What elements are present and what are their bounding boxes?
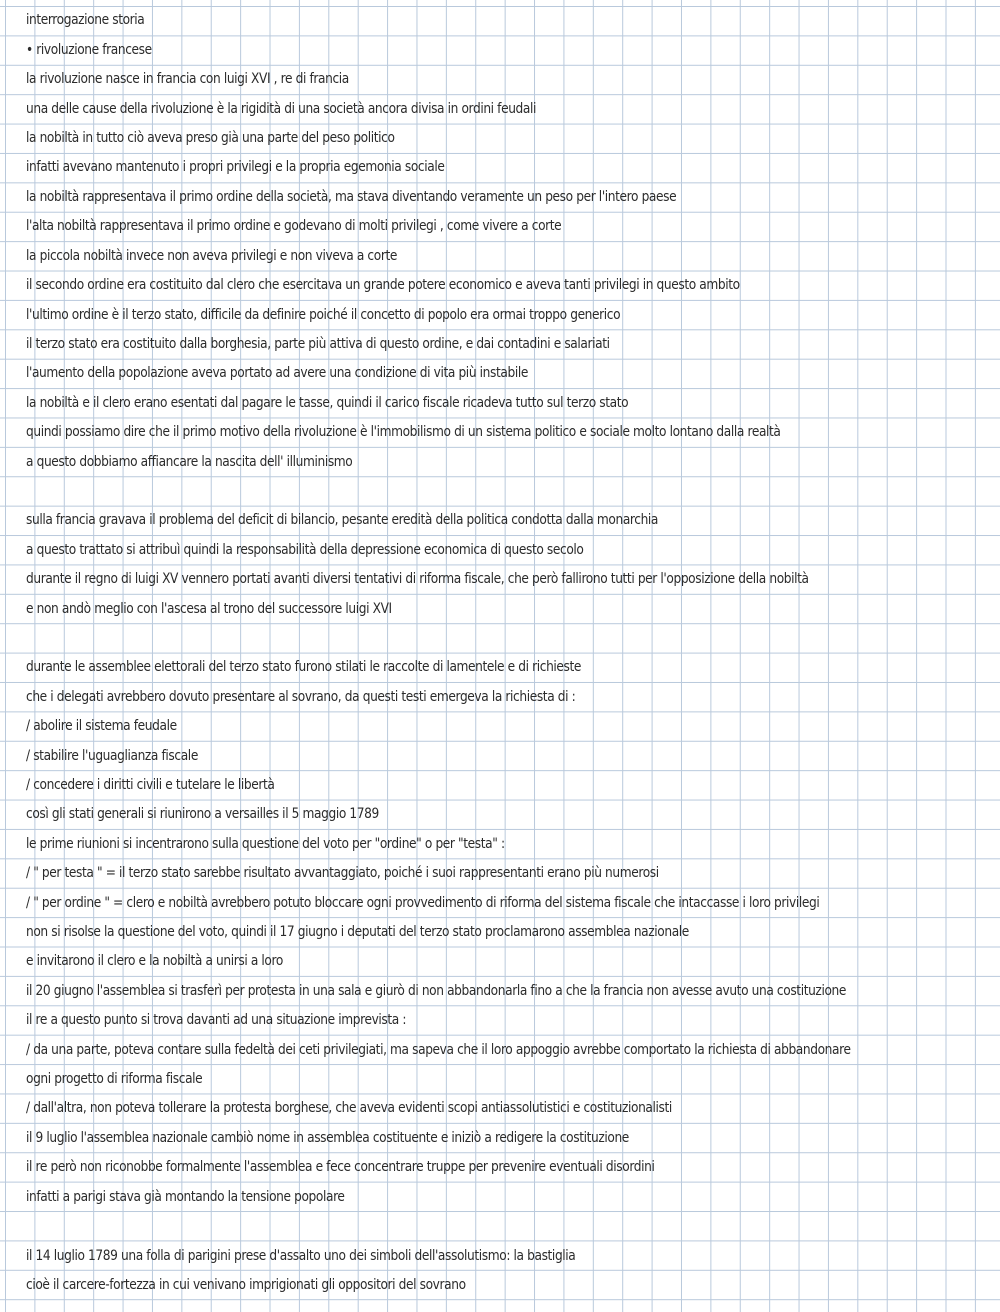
- text-line: sulla francia gravava il problema del deficit di bilancio, pesante eredità della politica condotta dalla monarchia: [26, 512, 659, 528]
- text-line: interrogazione storia: [26, 12, 145, 28]
- text-line: / dall'altra, non poteva tollerare la protesta borghese, che aveva evidenti scopi antiassolutistici e costituzionalisti: [26, 1100, 672, 1116]
- text-line: il re però non riconobbe formalmente l'assemblea e fece concentrare truppe per prevenire eventuali disordini: [26, 1159, 655, 1175]
- text-line: la nobiltà e il clero erano esentati dal pagare le tasse, quindi il carico fiscale ricadeva tutto sul terzo stato: [26, 395, 629, 411]
- text-line: / abolire il sistema feudale: [26, 718, 177, 734]
- text-line: una delle cause della rivoluzione è la rigidità di una società ancora divisa in ordini feudali: [26, 101, 537, 117]
- text-line: così gli stati generali si riunirono a versailles il 5 maggio 1789: [26, 806, 379, 822]
- text-line: l'ultimo ordine è il terzo stato, difficile da definire poiché il concetto di popolo era ormai troppo generico: [26, 307, 621, 323]
- text-line: e invitarono il clero e la nobiltà a unirsi a loro: [26, 953, 283, 969]
- text-line: la nobiltà rappresentava il primo ordine della società, ma stava diventando veramente un peso per l'intero paese: [26, 189, 677, 205]
- text-line: il re a questo punto si trova davanti ad una situazione imprevista :: [26, 1012, 407, 1028]
- text-line: / da una parte, poteva contare sulla fedeltà dei ceti privilegiati, ma sapeva che il loro appoggio avrebbe comportato la richiesta di abbandonare: [26, 1042, 851, 1058]
- text-line: la piccola nobiltà invece non aveva privilegi e non viveva a corte: [26, 248, 397, 264]
- text-line: il terzo stato era costituito dalla borghesia, parte più attiva di questo ordine, e dai contadini e salariati: [26, 336, 610, 352]
- text-line: / " per testa " = il terzo stato sarebbe risultato avvantaggiato, poiché i suoi rappresentanti erano più numerosi: [26, 865, 659, 881]
- text-line: [26, 625, 857, 651]
- text-line: infatti avevano mantenuto i propri privilegi e la propria egemonia sociale: [26, 159, 445, 175]
- text-line: che i delegati avrebbero dovuto presentare al sovrano, da questi testi emergeva la richiesta di :: [26, 689, 576, 705]
- text-line: la rivoluzione nasce in francia con luigi XVI , re di francia: [26, 71, 349, 87]
- text-line: / " per ordine " = clero e nobiltà avrebbero potuto bloccare ogni provvedimento di riforma del sistema fiscale che intaccasse i loro privilegi: [26, 895, 820, 911]
- text-line: durante il regno di luigi XV vennero portati avanti diversi tentativi di riforma fiscale, che però fallirono tutti per l'opposizione della nobiltà: [26, 571, 809, 587]
- text-line: infatti a parigi stava già montando la tensione popolare: [26, 1189, 345, 1205]
- text-line: a questo dobbiamo affiancare la nascita dell' illuminismo: [26, 454, 353, 470]
- text-line: il secondo ordine era costituito dal clero che esercitava un grande potere economico e aveva tanti privilegi in questo ambito: [26, 277, 740, 293]
- text-line: l'aumento della popolazione aveva portato ad avere una condizione di vita più instabile: [26, 365, 528, 381]
- text-line: il 14 luglio 1789 una folla di parigini prese d'assalto uno dei simboli dell'assolutismo: la bastiglia: [26, 1248, 576, 1264]
- text-line: il 20 giugno l'assemblea si trasferì per protesta in una sala e giurò di non abbandonarla fino a che la francia non avesse avuto una costituzione: [26, 983, 847, 999]
- text-line: le prime riunioni si incentrarono sulla questione del voto per "ordine" o per "testa" :: [26, 836, 505, 852]
- text-line: a questo trattato si attribuì quindi la responsabilità della depressione economica di questo secolo: [26, 542, 584, 558]
- text-line: l'alta nobiltà rappresentava il primo ordine e godevano di molti privilegi , come vivere a corte: [26, 218, 562, 234]
- text-line: la nobiltà in tutto ciò aveva preso già una parte del peso politico: [26, 130, 395, 146]
- text-line: [26, 1213, 857, 1239]
- text-line: il 9 luglio l'assemblea nazionale cambiò nome in assemblea costituente e iniziò a redigere la costituzione: [26, 1130, 629, 1146]
- text-line: quindi possiamo dire che il primo motivo della rivoluzione è l'immobilismo di un sistema politico e sociale molto lontano dalla realtà: [26, 424, 781, 440]
- text-line: [26, 478, 857, 504]
- text-line: / concedere i diritti civili e tutelare le libertà: [26, 777, 275, 793]
- text-line: e non andò meglio con l'ascesa al trono del successore luigi XVI: [26, 601, 392, 617]
- text-line: durante le assemblee elettorali del terzo stato furono stilati le raccolte di lamentele e di richieste: [26, 659, 582, 675]
- text-line: • rivoluzione francese: [26, 42, 152, 58]
- text-line: ogni progetto di riforma fiscale: [26, 1071, 203, 1087]
- text-line: / stabilire l'uguaglianza fiscale: [26, 748, 198, 764]
- text-line: non si risolse la questione del voto, quindi il 17 giugno i deputati del terzo stato proclamarono assemblea nazionale: [26, 924, 689, 940]
- text-line: cioè il carcere-fortezza in cui venivano imprigionati gli oppositori del sovrano: [26, 1277, 466, 1293]
